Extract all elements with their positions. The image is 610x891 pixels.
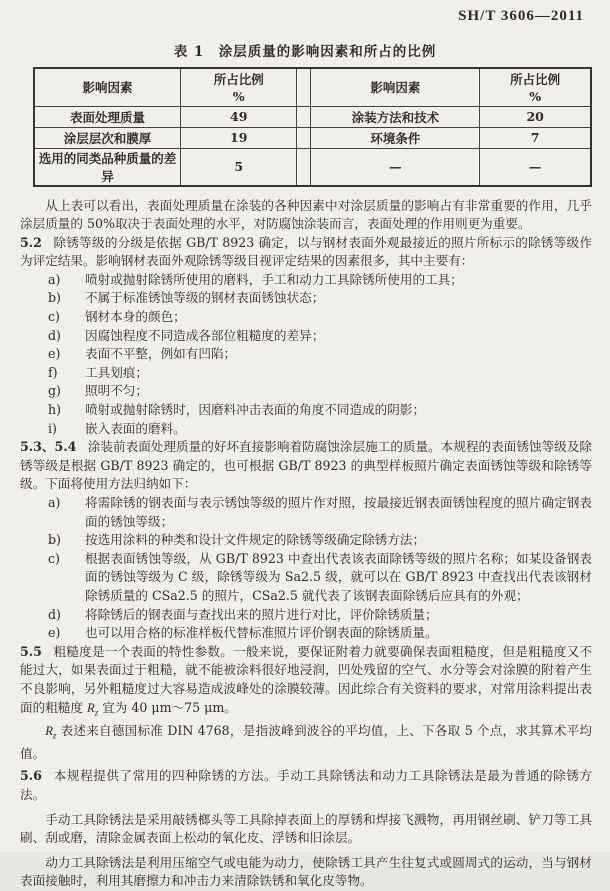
list-item — [20, 345, 592, 364]
factor-cell: 选用的同类品种质量的差异 — [34, 148, 181, 186]
list-label: g) — [48, 383, 61, 399]
table-row — [34, 106, 591, 127]
roughness-symbol: $R_z$ — [86, 700, 99, 718]
header-unit-left: % — [232, 89, 245, 105]
table-row — [34, 148, 591, 186]
list-text: 工具划痕； — [85, 364, 148, 380]
list-item — [20, 531, 592, 550]
value-cell: 20 — [480, 106, 591, 127]
list-label: a) — [48, 495, 61, 510]
value-cell: 7 — [480, 127, 591, 148]
header-factor-left — [34, 68, 181, 106]
list-text: 照明不匀； — [85, 383, 148, 399]
table-divider — [297, 148, 311, 186]
clause-number: 5.5 — [20, 643, 42, 659]
list-text: 按选用涂料的种类和设计文件规定的除锈等级确定除锈方法； — [85, 532, 426, 548]
header-proportion-left-label: 所占比例 — [213, 72, 264, 88]
paragraph-intro: 从上表可以看出，表面处理质量在涂装的各种因素中对涂层质量的影响占有非常重要的作用，几乎涂层质量的 50%取决于表面处理的水平，对防腐蚀涂装而言，表面处理的作用则更为重要。 — [20, 197, 592, 232]
list-text: 因腐蚀程度不同造成各部位粗糙度的差异； — [85, 327, 325, 343]
list-item — [20, 401, 592, 420]
clause-text: 本规程提供了常用的四种除锈的方法。手动工具除锈法和动力工具除锈法是最为普通的除锈方法。 — [20, 768, 592, 802]
list-text: 喷射或抛射除锈所使用的磨料，手工和动力工具除锈所使用的工具； — [85, 271, 463, 287]
factor-cell: 环境条件 — [311, 127, 480, 148]
value-cell: — — [480, 148, 591, 186]
list-label: c) — [48, 309, 60, 325]
list-item — [20, 327, 592, 346]
paragraph-text: 表述来自德国标准 DIN 4768，是指波峰到波谷的平均值，上、下各取 5 个点，求其算术平均值。 — [20, 722, 592, 761]
header-unit-right: % — [529, 89, 542, 105]
factor-cell: 表面处理质量 — [34, 106, 181, 127]
list-item — [20, 494, 592, 531]
list-item — [20, 289, 592, 308]
value-cell: 5 — [181, 148, 297, 186]
clause-text: 宜为 40 μm～75 μm。 — [98, 699, 237, 715]
list-text: 不属于标准锈蚀等级的钢材表面锈蚀状态； — [85, 290, 325, 306]
list-text: 喷射或抛射除锈时，因磨料冲击表面的角度不同造成的阴影； — [85, 402, 426, 418]
table-divider — [297, 127, 311, 148]
list-text: 表面不平整，例如有凹陷； — [85, 346, 237, 362]
table-title: 表 1 涂层质量的影响因素和所占的比例 — [173, 44, 437, 60]
header-proportion-right — [480, 68, 591, 106]
clause-number: 5.3、5.4 — [20, 439, 77, 455]
clause-5-3-5-4 — [20, 438, 592, 494]
list-item — [20, 550, 592, 606]
value-cell: 49 — [181, 106, 297, 127]
list-item — [20, 271, 592, 290]
list-text: 也可以用合格的标准样板代替标准照片评价钢表面的除锈质量。 — [85, 625, 438, 641]
list-item — [20, 624, 592, 643]
list-label: e) — [48, 625, 61, 641]
doc-number: SH/T 3606—2011 — [458, 8, 584, 24]
header-proportion-right-label: 所占比例 — [510, 72, 561, 88]
clause-5-2 — [20, 234, 592, 271]
factor-cell: 涂装方法和技术 — [311, 106, 480, 127]
list-text: 嵌入表面的磨料。 — [85, 420, 186, 436]
list-text: 根据表面锈蚀等级，从 GB/T 8923 中查出代表该表面除锈等级的照片名称；如某设备钢表面的锈蚀等级为 C 级，除锈等级为 Sa2.5 级，就可以在 GB/T 8923 中查找出代表该钢材除锈质量的 CSa2.5 的照片，CSa2.5 就代表了该钢表面除锈后应具有的外观； — [85, 550, 592, 603]
clause-text: 粗糙度是一个表面的特性参数。一般来说，要保证附着力就要确保表面粗糙度，但是粗糙度又不能过大，如果表面过于粗糙，就不能被涂料很好地浸润，凹处残留的空气、水分等会对涂膜的附着产生不良影响，另外粗糙度过大容易造成波峰处的涂膜较薄。因此综合有关资料的要求，对常用涂料提出表面的粗糙度 — [20, 643, 592, 715]
list-item — [20, 382, 592, 401]
clause-5-6 — [20, 767, 592, 804]
list-label: a) — [48, 271, 61, 287]
header-factor-right — [311, 68, 480, 106]
roughness-symbol: $R_z$ — [45, 723, 57, 741]
clause-number: 5.6 — [20, 768, 42, 784]
clause-text: 除锈等级的分级是依据 GB/T 8923 确定，以与钢材表面外观最接近的照片所标示的除锈等级作为评定结果。影响钢材表面外观除锈等级目视评定结果的因素很多，其中主要有： — [20, 234, 592, 269]
list-label: b) — [48, 532, 61, 548]
list-label: i) — [48, 420, 57, 436]
list-label: e) — [48, 346, 61, 362]
list-text: 将需除锈的钢表面与表示锈蚀等级的照片作对照，按最接近钢表面锈蚀程度的照片确定钢表面的锈蚀等级； — [85, 495, 592, 529]
list-item — [20, 364, 592, 383]
list-label: h) — [48, 402, 62, 418]
list-label: d) — [48, 327, 61, 343]
clause-5-5 — [20, 643, 592, 722]
list-text: 将除锈后的钢表面与查找出来的照片进行对比，评价除锈质量； — [85, 606, 438, 622]
factor-cell: — — [311, 148, 480, 186]
clause-number: 5.2 — [20, 234, 42, 250]
paragraph-rz-definition — [20, 722, 592, 764]
list-item — [20, 420, 592, 439]
value-cell: 19 — [181, 127, 297, 148]
table-row — [34, 127, 591, 148]
list-item — [20, 606, 592, 625]
clause-text: 涂装前表面处理质量的好坏直接影响着防腐蚀涂层施工的质量。本规程的表面锈蚀等级及除锈等级是根据 GB/T 8923 确定的，也可根据 GB/T 8923 的典型样板照片确定表面锈蚀等级和除锈等级。下面将使用方法归纳如下： — [20, 439, 592, 492]
body-text — [20, 197, 592, 891]
list-label: c) — [48, 550, 60, 566]
table-divider — [297, 106, 311, 127]
table-divider — [297, 68, 311, 106]
paragraph-manual-tools: 手动工具除锈法是采用敲锈榔头等工具除掉表面上的厚锈和焊接飞溅物，再用钢丝刷、铲刀等工具刷、刮或磨，清除金属表面上松动的氧化皮、浮锈和旧涂层。 — [20, 811, 592, 846]
header-factor-right-label: 影响因素 — [370, 80, 421, 96]
factor-cell: 涂层层次和膜厚 — [34, 127, 181, 148]
header-factor-left-label: 影响因素 — [82, 80, 133, 96]
list-text: 钢材本身的颜色； — [85, 309, 186, 325]
table-header-row — [34, 68, 591, 106]
paragraph-power-tools: 动力工具除锈法是利用压缩空气或电能为动力，使除锈工具产生往复式或圆周式的运动，当与钢材表面接触时，利用其磨擦力和冲击力来清除铁锈和氧化皮等物。 — [20, 854, 592, 889]
list-label: d) — [48, 606, 61, 622]
list-label: b) — [48, 290, 61, 306]
factors-table — [33, 67, 592, 187]
header-proportion-left — [181, 68, 297, 106]
list-label: f) — [48, 364, 58, 380]
list-item — [20, 308, 592, 327]
